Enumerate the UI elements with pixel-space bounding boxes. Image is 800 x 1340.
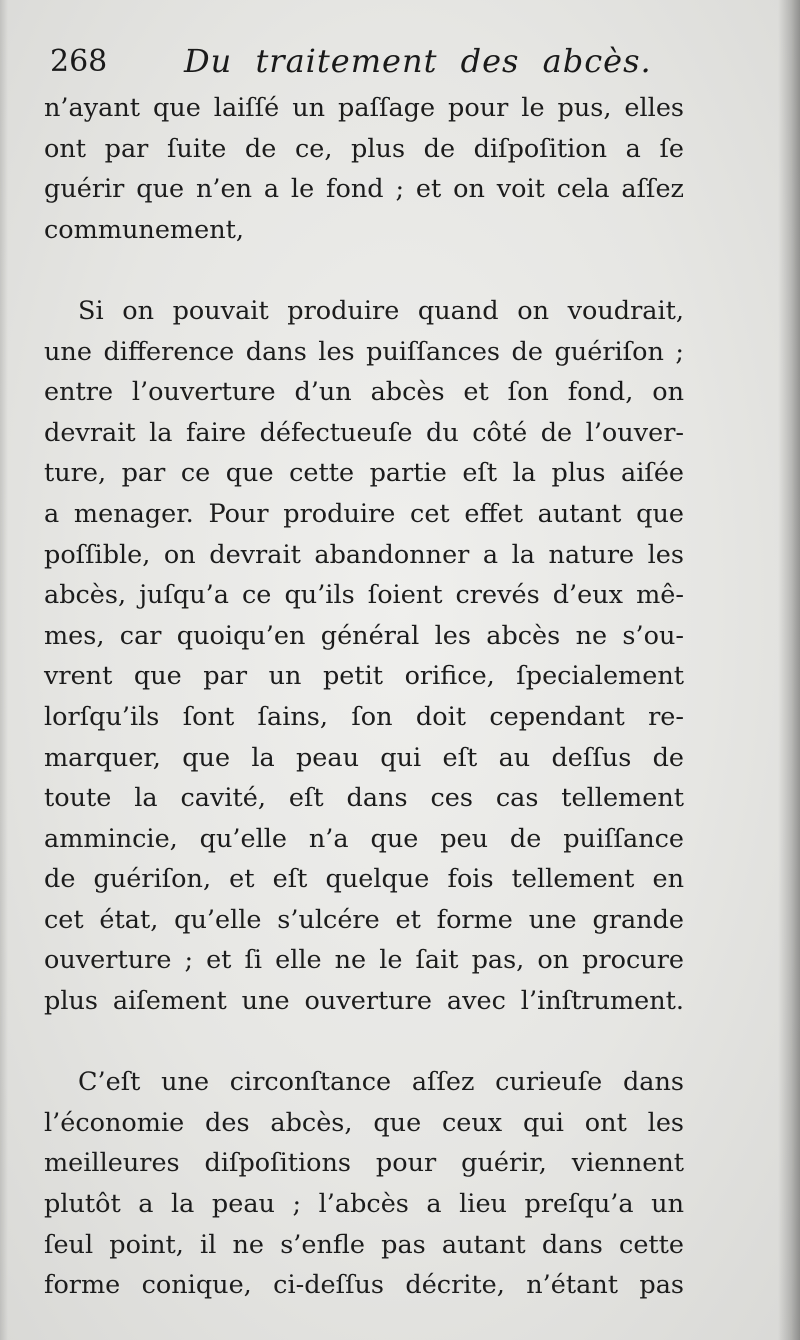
page-header bbox=[44, 40, 684, 84]
text-line: plutôt a la peau ; l’abcès a lieu preſqu’a un bbox=[44, 1189, 684, 1220]
text-line: ouverture ; et ſi elle ne le ſait pas, on procure bbox=[44, 945, 684, 976]
body-text bbox=[44, 88, 684, 1306]
text-line: Si on pouvait produire quand on voudrait, bbox=[78, 295, 684, 326]
text-line: communement, bbox=[44, 214, 244, 245]
text-line: forme conique, ci-deſſus décrite, n’étant pas bbox=[44, 1270, 684, 1301]
page-number: 268 bbox=[50, 44, 108, 79]
page-left-edge-shadow bbox=[0, 0, 8, 1340]
text-line: guérir que n’en a le fond ; et on voit cela aſſez bbox=[44, 174, 684, 205]
text-line: lorſqu’ils ſont ſains, ſon doit cependant re- bbox=[44, 701, 684, 732]
text-line: vrent que par un petit orifice, ſpecialement bbox=[44, 661, 684, 692]
text-line: ture, par ce que cette partie eſt la plus aiſée bbox=[44, 458, 684, 489]
text-line: toute la cavité, eſt dans ces cas tellement bbox=[44, 783, 684, 814]
text-line: devrait la faire défectueuſe du côté de l’ouver- bbox=[44, 417, 684, 448]
text-line: C’eſt une circonſtance aſſez curieuſe dans bbox=[78, 1067, 684, 1098]
text-line: plus aiſement une ouverture avec l’inſtrument. bbox=[44, 986, 684, 1017]
paragraph-3 bbox=[44, 1062, 684, 1306]
text-line: poſſible, on devrait abandonner a la nature les bbox=[44, 539, 684, 570]
text-line: entre l’ouverture d’un abcès et ſon fond, on bbox=[44, 377, 684, 408]
paragraph-1 bbox=[44, 88, 684, 250]
paragraph-2 bbox=[44, 291, 684, 1022]
text-line: l’économie des abcès, que ceux qui ont les bbox=[44, 1107, 684, 1138]
spine-shadow bbox=[778, 0, 800, 1340]
running-title: Du traitement des abcès. bbox=[184, 42, 652, 80]
text-line: abcès, juſqu’a ce qu’ils ſoient crevés d’eux mê- bbox=[44, 580, 684, 611]
text-line: meilleures diſpoſitions pour guérir, viennent bbox=[44, 1148, 684, 1179]
text-line: ſeul point, il ne s’enfle pas autant dans cette bbox=[44, 1229, 684, 1260]
paragraph-gap bbox=[44, 250, 684, 291]
text-line: de guériſon, et eſt quelque fois tellement en bbox=[44, 864, 684, 895]
text-line: ammincie, qu’elle n’a que peu de puiſſance bbox=[44, 823, 684, 854]
text-line: a menager. Pour produire cet effet autant que bbox=[44, 498, 684, 529]
text-line: une difference dans les puiſſances de guériſon ; bbox=[44, 336, 684, 367]
text-line: cet état, qu’elle s’ulcére et forme une grande bbox=[44, 904, 684, 935]
text-line: marquer, que la peau qui eſt au deſſus de bbox=[44, 742, 684, 773]
text-line: ont par ſuite de ce, plus de diſpoſition a ſe bbox=[44, 133, 684, 164]
text-line: mes, car quoiqu’en général les abcès ne s’ou- bbox=[44, 620, 684, 651]
paragraph-gap bbox=[44, 1022, 684, 1063]
text-line: n’ayant que laiſſé un paſſage pour le pus, elles bbox=[44, 93, 684, 123]
